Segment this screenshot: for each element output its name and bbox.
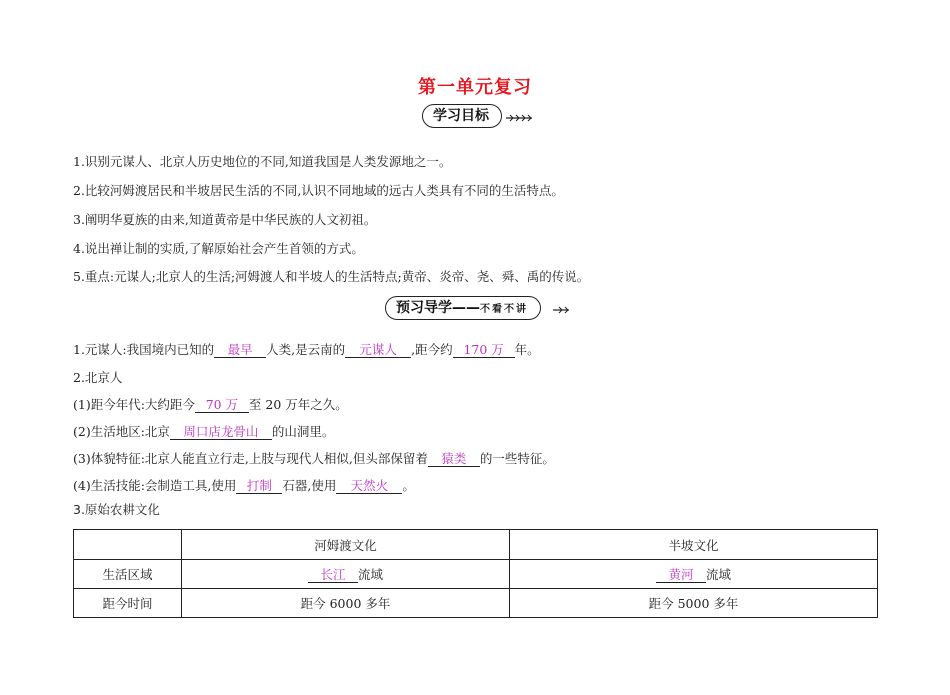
text: (4)生活技能:会制造工具,使用	[73, 478, 237, 493]
answer-blank: 170 万	[453, 342, 515, 358]
arrow-tail-icon	[506, 114, 536, 122]
text: 。	[402, 478, 415, 493]
preview-guide-subtitle: 不看不讲	[480, 304, 528, 315]
table-cell	[74, 530, 182, 560]
goal-item: 4.说出禅让制的实质,了解原始社会产生首领的方式。	[73, 241, 364, 256]
text: 的山洞里。	[271, 424, 335, 439]
table-row	[74, 560, 878, 589]
question-2-3	[73, 450, 555, 468]
goal-item: 5.重点:元谋人;北京人的生活;河姆渡人和半坡人的生活特点;黄帝、炎帝、尧、舜、禹的传说。	[73, 269, 590, 284]
text: 至 20 万年之久。	[248, 397, 348, 412]
table-row	[74, 530, 878, 560]
text: 流域	[705, 567, 731, 582]
table-row-label: 生活区域	[74, 560, 182, 589]
answer-blank: 天然火	[336, 478, 402, 494]
table-cell	[510, 560, 878, 589]
answer-blank: 最早	[214, 342, 266, 358]
table-row	[74, 589, 878, 618]
table-header-hemudu: 河姆渡文化	[182, 530, 510, 560]
answer-blank: 周口店龙骨山	[170, 424, 272, 440]
question-2-2	[73, 423, 334, 441]
text: 的一些特征。	[479, 451, 555, 466]
text: ,距今约	[411, 342, 453, 357]
table-cell: 距今 5000 多年	[510, 589, 878, 618]
goal-item: 1.识别元谋人、北京人历史地位的不同,知道我国是人类发源地之一。	[73, 154, 452, 169]
answer-blank: 猿类	[428, 451, 480, 467]
answer-blank: 元谋人	[345, 342, 411, 358]
table-header-banpo: 半坡文化	[510, 530, 878, 560]
text: 石器,使用	[282, 478, 337, 493]
culture-comparison-table	[73, 529, 878, 618]
answer-blank: 打制	[236, 478, 282, 494]
question-1	[73, 341, 540, 359]
text: (3)体貌特征:北京人能直立行走,上肢与现代人相似,但头部保留着	[73, 451, 428, 466]
answer-blank: 长江	[308, 567, 358, 583]
question-2-heading: 2.北京人	[73, 370, 123, 385]
table-row-label: 距今时间	[74, 589, 182, 618]
preview-guide-title: 预习导学	[396, 300, 452, 316]
text: 年。	[514, 342, 540, 357]
preview-guide-badge	[385, 296, 575, 320]
preview-guide-label	[385, 296, 541, 320]
text: 人类,是云南的	[266, 342, 346, 357]
goal-item: 3.阐明华夏族的由来,知道黄帝是中华民族的人文初祖。	[73, 212, 377, 227]
text: (1)距今年代:大约距今	[73, 397, 195, 412]
goal-item: 2.比较河姆渡居民和半坡居民生活的不同,认识不同地域的远古人类具有不同的生活特点。	[73, 183, 564, 198]
text: (2)生活地区:北京	[73, 424, 170, 439]
question-3-heading: 3.原始农耕文化	[73, 502, 160, 517]
question-2-1	[73, 396, 348, 414]
table-cell	[182, 560, 510, 589]
table-cell: 距今 6000 多年	[182, 589, 510, 618]
preview-guide-dash: ——	[452, 300, 480, 316]
answer-blank: 黄河	[656, 567, 706, 583]
learning-goals-badge	[422, 104, 532, 128]
text: 1.元谋人:我国境内已知的	[73, 342, 215, 357]
arrow-tail-icon	[553, 306, 573, 314]
learning-goals-label: 学习目标	[422, 104, 502, 128]
text: 流域	[357, 567, 383, 582]
page-title: 第一单元复习	[418, 77, 532, 98]
answer-blank: 70 万	[195, 397, 249, 413]
question-2-4	[73, 477, 415, 495]
